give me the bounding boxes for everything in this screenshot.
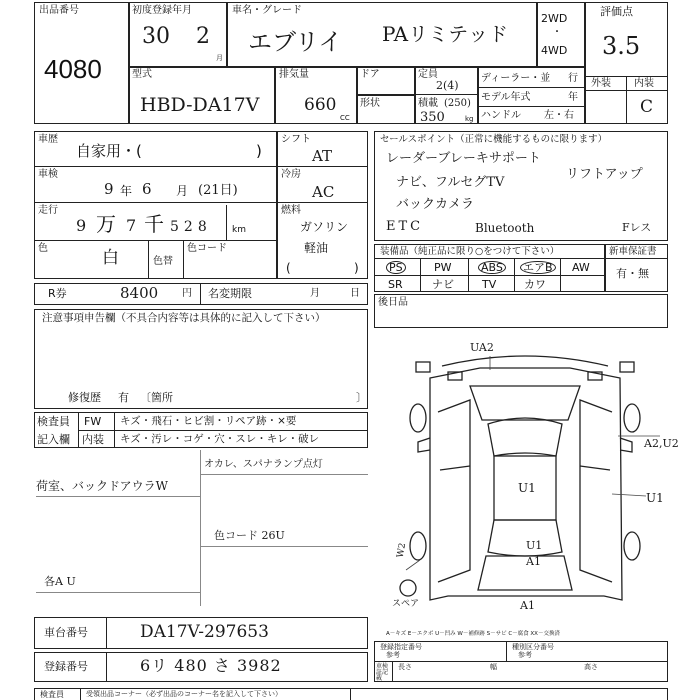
inspector-note-1: オカレ、スパナランプ点灯 xyxy=(204,459,323,470)
drive-dot: ・ xyxy=(552,27,562,38)
rear-items-label: 後日品 xyxy=(378,297,408,308)
inspector-label-2: 記入欄 xyxy=(37,433,70,446)
width-label: 幅 xyxy=(490,663,497,671)
shift: AT xyxy=(312,147,333,165)
model: HBD-DA17V xyxy=(140,94,260,116)
door-label: ドア xyxy=(360,69,380,80)
selling-point-line2a: ナビ、フルセグTV xyxy=(396,175,505,190)
color-code-label: 色コード xyxy=(187,243,227,254)
dealer-value: 行 xyxy=(568,73,578,84)
name-change-label: 名変期限 xyxy=(208,287,252,300)
selling-point-line4c: Fレス xyxy=(622,221,652,234)
inspector-note-3: 色コード 26U xyxy=(214,529,285,542)
height-label: 高さ xyxy=(584,663,598,671)
capacity: 2(4) xyxy=(436,79,459,92)
month-unit-2: 月 xyxy=(176,184,189,198)
equipment-label: 装備品（純正品に限り○をつけて下さい） xyxy=(380,246,560,257)
selling-point-line4a: ETC xyxy=(386,219,424,234)
equipment-abs: ABS xyxy=(478,261,506,274)
selling-point-line2b: リフトアップ xyxy=(566,167,643,182)
first-reg-label: 初度登録年月 xyxy=(132,5,192,16)
recycle-amount: 8400 xyxy=(120,284,159,302)
damage-a2u2: A2,U2 xyxy=(644,437,679,450)
color: 白 xyxy=(102,248,119,268)
reg-spec-label: 登録指定番号 xyxy=(380,643,422,651)
selling-point-line3: バックカメラ xyxy=(396,197,475,212)
repair-place: 〔箇所 xyxy=(140,391,173,404)
chassis-number: DA17V-297653 xyxy=(140,622,269,642)
selling-points-label: セールスポイント（正常に機能するものに限ります） xyxy=(380,134,608,145)
dealer-label: ディーラー・並 xyxy=(481,73,551,84)
inspector-label-1: 検査員 xyxy=(37,415,70,428)
chassis-label: 車台番号 xyxy=(44,626,88,639)
shift-label: シフト xyxy=(281,134,311,145)
cc-unit: CC xyxy=(340,114,350,122)
mileage-man: 9 xyxy=(76,216,87,235)
ac: AC xyxy=(312,183,335,201)
ref-label-1: 参考 xyxy=(386,651,400,659)
name-change-month: 月 xyxy=(310,288,320,299)
type-class-label: 種別区分番号 xyxy=(512,643,554,651)
color-change-label: 色替 xyxy=(153,256,173,267)
divider xyxy=(106,617,107,649)
inspection-day: (21日) xyxy=(198,183,238,198)
length-label: 長さ xyxy=(398,663,412,671)
interior-grade: C xyxy=(640,97,654,117)
fuel-gas: ガソリン xyxy=(300,220,349,234)
fuel-paren-close: ) xyxy=(354,261,359,275)
divider xyxy=(80,688,81,700)
fuel-diesel: 軽油 xyxy=(304,241,329,255)
equipment-pw: PW xyxy=(434,261,452,274)
lot-number: 4080 xyxy=(44,54,102,84)
inspection-label: 車検 xyxy=(38,169,58,180)
model-label: 型式 xyxy=(132,69,152,80)
divider xyxy=(350,688,351,700)
selling-point-line1: レーダーブレーキサポート xyxy=(386,151,541,166)
usage-label: 車歴 xyxy=(38,134,58,145)
damage-w2: W2 xyxy=(395,542,409,559)
warranty-label: 新車保証書 xyxy=(609,246,657,257)
name-change-day: 日 xyxy=(350,288,360,299)
displacement-label: 排気量 xyxy=(279,69,309,80)
grade: PAリミテッド xyxy=(382,22,509,46)
kg-unit: kg xyxy=(465,115,474,123)
handle-value: 左・右 xyxy=(544,110,574,121)
score-label: 評価点 xyxy=(600,5,633,18)
month-unit: 月 xyxy=(216,54,223,62)
repair-value: 有 xyxy=(118,391,129,404)
equipment-sr: SR xyxy=(388,278,403,291)
divider xyxy=(106,652,107,682)
inspection-month: 6 xyxy=(142,180,152,198)
divider xyxy=(374,661,668,662)
spare-label: スペア xyxy=(392,599,420,609)
capacity-label: 定員 xyxy=(418,69,438,80)
equipment-ps: PS xyxy=(386,261,406,274)
sen-unit: 千 xyxy=(144,212,164,236)
load-label: 積載 xyxy=(418,98,438,109)
exterior-label: 外装 xyxy=(591,78,611,89)
year-unit: 年 xyxy=(120,184,133,198)
divider xyxy=(506,641,507,661)
inspector-note-2: 荷室、バックドアウラW xyxy=(36,479,168,493)
damage-u1-right: U1 xyxy=(646,491,664,505)
yen-unit: 円 xyxy=(182,288,192,299)
damage-ua2: UA2 xyxy=(470,341,494,354)
inner-label: 内装 xyxy=(82,433,104,446)
car-outline xyxy=(400,356,640,600)
color-label: 色 xyxy=(38,243,48,254)
bottom-inspector-label: 検査員 xyxy=(40,690,64,699)
damage-u1-lower: U1 xyxy=(526,539,543,552)
inspector-note-4: 各A U xyxy=(44,575,76,588)
first-reg-year: 30 xyxy=(142,24,170,49)
notes-label: 注意事項申告欄（不具合内容等は具体的に記入して下さい） xyxy=(42,312,326,324)
mileage-sen: 7 xyxy=(126,216,137,235)
handle-label: ハンドル xyxy=(481,110,521,121)
inspection-year: 9 xyxy=(104,180,114,198)
usage: 自家用・( xyxy=(76,142,142,160)
mileage-label: 走行 xyxy=(38,205,58,216)
drive-2wd: 2WD xyxy=(541,12,568,25)
car-name-label: 車名・グレード xyxy=(232,5,302,16)
damage-legend: A－キズ E－エクボ U－凹み W－補修跡 S－サビ C－腐食 XX－交換済 xyxy=(386,631,560,637)
fuel-label: 燃料 xyxy=(281,205,301,216)
bottom-corner-label: 受領出品コーナー（必ず出品のコーナー名を記入して下さい） xyxy=(86,690,282,698)
recycle-label: R券 xyxy=(48,287,67,300)
interior-label: 内装 xyxy=(634,78,654,89)
repair-close: 〕 xyxy=(356,391,367,404)
damage-u1-center: U1 xyxy=(518,481,536,495)
ac-label: 冷房 xyxy=(281,169,301,180)
equipment-airbag: エアB xyxy=(520,261,556,274)
mileage-rest: 528 xyxy=(170,219,212,235)
divider xyxy=(392,661,393,682)
displacement: 660 xyxy=(304,95,337,115)
inner-legend: キズ・汚レ・コゲ・穴・スレ・キレ・破レ xyxy=(120,433,320,445)
man-unit: 万 xyxy=(96,212,116,236)
km-unit: km xyxy=(232,225,246,235)
load: 350 xyxy=(420,110,445,125)
equipment-navi: ナビ xyxy=(432,278,454,291)
selling-point-line4b: Bluetooth xyxy=(475,221,535,235)
fuel-paren-open: ( xyxy=(286,261,291,275)
shape-label: 形状 xyxy=(360,98,380,109)
car-name: エブリイ xyxy=(248,28,343,56)
ref-label-2: 参考 xyxy=(518,651,532,659)
warranty-value: 有・無 xyxy=(616,267,649,280)
repair-label: 修復歴 xyxy=(68,391,101,404)
model-year-unit: 年 xyxy=(568,92,578,103)
equipment-tv: TV xyxy=(482,278,497,291)
equipment-leather: カワ xyxy=(524,278,546,291)
fw-legend: キズ・飛石・ヒビ割・リペア跡・×要 xyxy=(120,415,297,427)
damage-a1-bottom: A1 xyxy=(520,599,535,612)
fw-label: FW xyxy=(84,415,102,428)
model-year-label: モデル年式 xyxy=(481,92,531,103)
damage-a1-lower: A1 xyxy=(526,555,541,568)
car-reg-label: 車検証記載 xyxy=(376,663,389,682)
load-sub: (250) xyxy=(444,98,471,109)
drive-4wd: 4WD xyxy=(541,44,568,57)
equipment-aw: AW xyxy=(572,261,590,274)
lot-label: 出品番号 xyxy=(39,5,79,16)
usage-close: ) xyxy=(256,142,262,160)
reg-label: 登録番号 xyxy=(44,660,88,673)
reg-number: 6リ 480 さ 3982 xyxy=(140,656,282,675)
score: 3.5 xyxy=(602,32,641,60)
first-reg-month: 2 xyxy=(196,24,210,49)
